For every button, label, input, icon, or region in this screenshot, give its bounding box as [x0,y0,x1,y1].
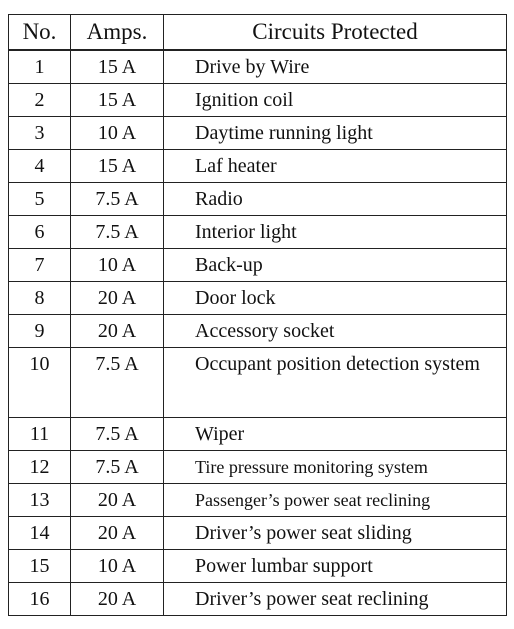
fuse-circuit: Accessory socket [164,315,507,348]
fuse-number: 6 [9,216,71,249]
fuse-circuit: Driver’s power seat sliding [164,517,507,550]
fuse-amps: 10 A [71,117,164,150]
fuse-number: 1 [9,50,71,84]
fuse-number: 15 [9,550,71,583]
table-row [9,451,507,484]
fuse-number: 2 [9,84,71,117]
table-row [9,150,507,183]
fuse-amps: 20 A [71,315,164,348]
table-row [9,117,507,150]
table-row [9,315,507,348]
fuse-amps: 15 A [71,84,164,117]
fuse-amps: 20 A [71,484,164,517]
table-row [9,517,507,550]
fuse-amps: 7.5 A [71,348,164,418]
fuse-amps: 7.5 A [71,418,164,451]
fuse-amps: 20 A [71,282,164,315]
fuse-number: 7 [9,249,71,282]
fuse-number: 9 [9,315,71,348]
table-row [9,249,507,282]
fuse-number: 4 [9,150,71,183]
fuse-number: 14 [9,517,71,550]
fuse-circuit: Occupant position detection system [164,348,507,418]
fuse-circuit: Ignition coil [164,84,507,117]
fuse-number: 11 [9,418,71,451]
fuse-circuit: Daytime running light [164,117,507,150]
fuse-amps: 7.5 A [71,183,164,216]
table-row [9,50,507,84]
fuse-number: 12 [9,451,71,484]
fuse-table [8,14,507,616]
table-row [9,418,507,451]
table-row [9,484,507,517]
fuse-amps: 10 A [71,550,164,583]
table-row [9,583,507,616]
column-header-no: No. [9,15,71,51]
table-row [9,550,507,583]
fuse-circuit: Passenger’s power seat reclining [164,484,507,517]
fuse-circuit: Power lumbar support [164,550,507,583]
fuse-circuit: Back-up [164,249,507,282]
fuse-circuit: Drive by Wire [164,50,507,84]
fuse-number: 10 [9,348,71,418]
table-row [9,282,507,315]
table-row [9,183,507,216]
fuse-amps: 7.5 A [71,216,164,249]
fuse-number: 16 [9,583,71,616]
fuse-circuit: Door lock [164,282,507,315]
fuse-circuit: Laf heater [164,150,507,183]
fuse-circuit: Tire pressure monitoring system [164,451,507,484]
column-header-circuits: Circuits Protected [164,15,507,51]
fuse-amps: 15 A [71,150,164,183]
fuse-number: 13 [9,484,71,517]
fuse-circuit: Wiper [164,418,507,451]
fuse-amps: 20 A [71,583,164,616]
fuse-circuit: Driver’s power seat reclining [164,583,507,616]
fuse-amps: 7.5 A [71,451,164,484]
table-row [9,216,507,249]
fuse-number: 5 [9,183,71,216]
fuse-amps: 20 A [71,517,164,550]
fuse-circuit: Interior light [164,216,507,249]
fuse-amps: 15 A [71,50,164,84]
fuse-amps: 10 A [71,249,164,282]
fuse-number: 3 [9,117,71,150]
table-row [9,348,507,418]
fuse-number: 8 [9,282,71,315]
column-header-amps: Amps. [71,15,164,51]
fuse-circuit: Radio [164,183,507,216]
table-header-row [9,15,507,51]
table-row [9,84,507,117]
